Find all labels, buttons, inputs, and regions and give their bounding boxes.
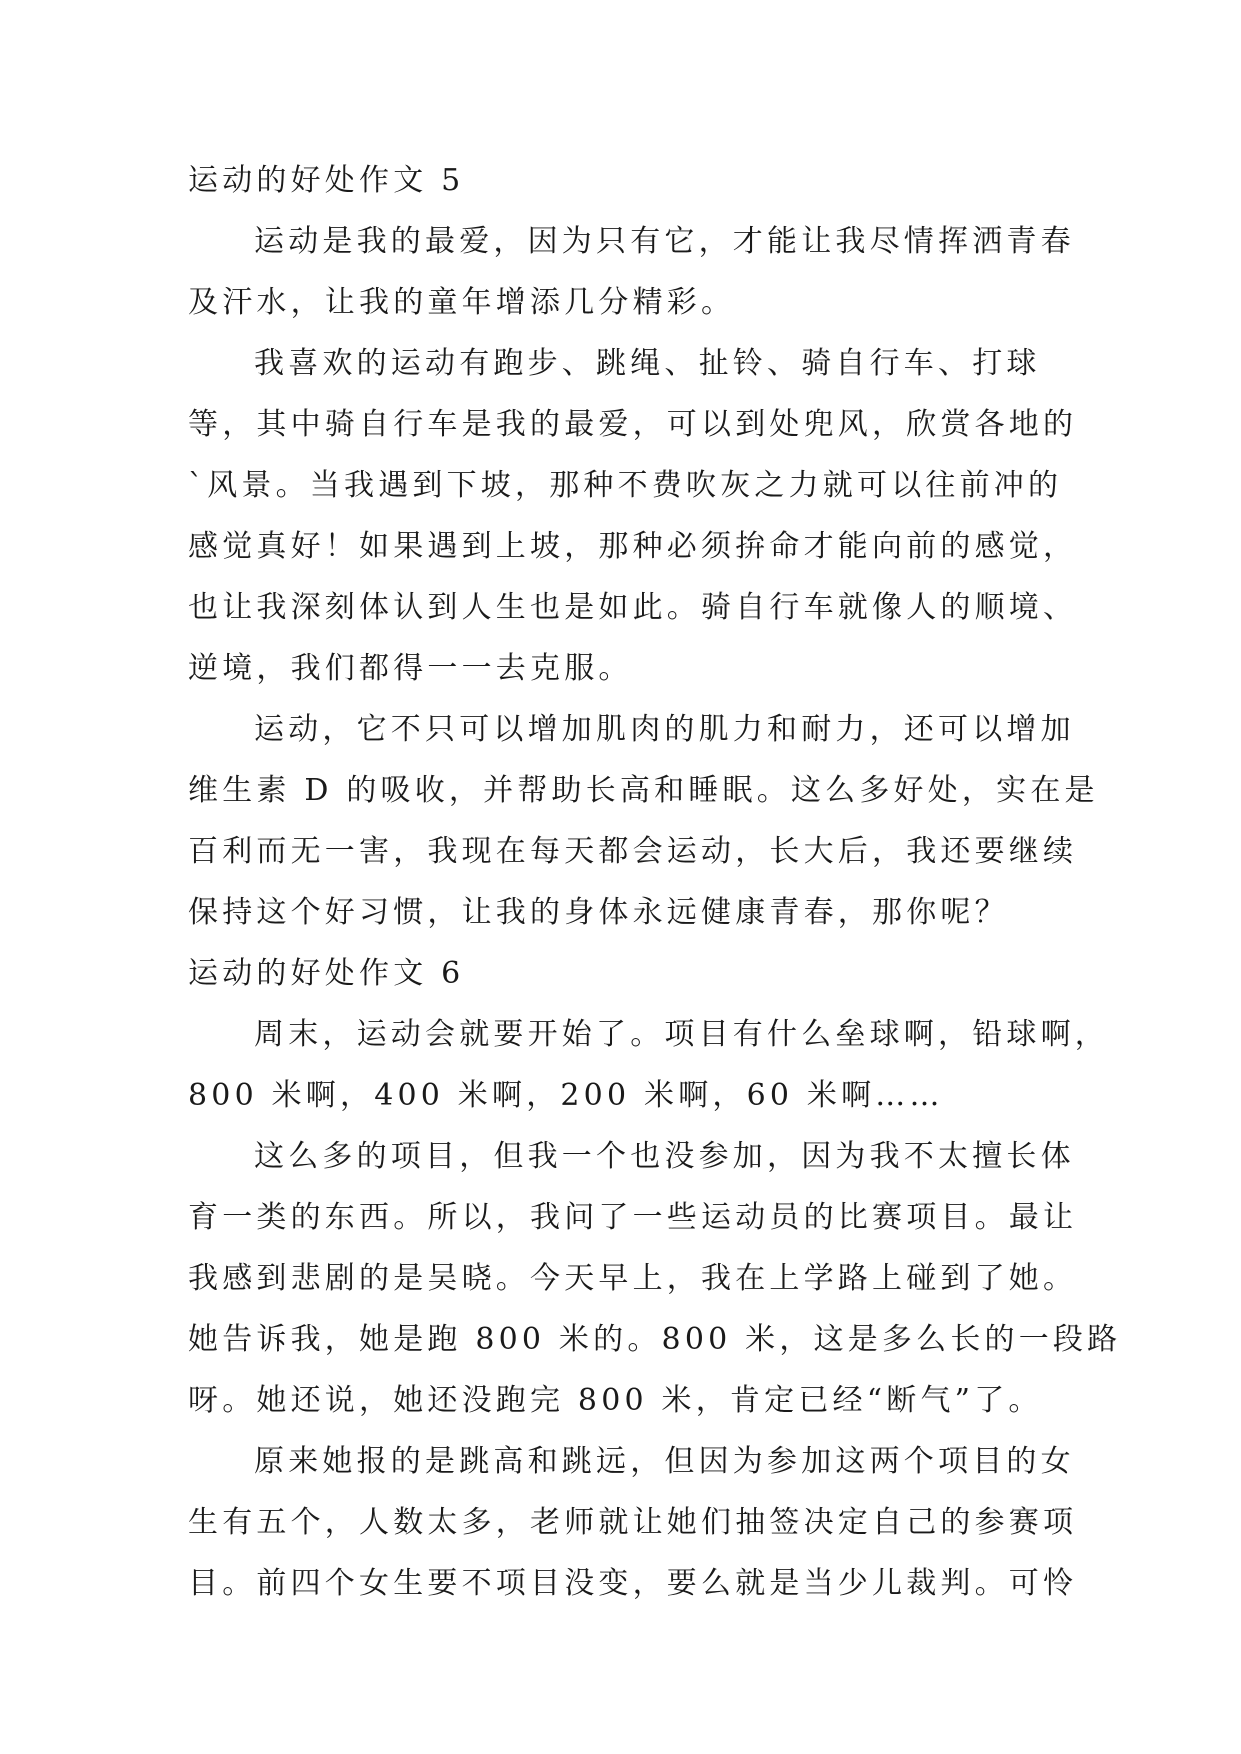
paragraph-line: 这么多的项目，但我一个也没参加，因为我不太擅长体	[254, 1139, 1075, 1174]
paragraph-line: 生有五个，人数太多，老师就让她们抽签决定自己的参赛项	[188, 1505, 1078, 1540]
paragraph-line: 我感到悲剧的是吴晓。今天早上，我在上学路上碰到了她。	[188, 1261, 1078, 1296]
document-page	[188, 150, 1122, 1614]
paragraph-line: 感觉真好！如果遇到上坡，那种必须拚命才能向前的感觉，	[188, 529, 1078, 564]
paragraph-line: 逆境，我们都得一一去克服。	[188, 651, 633, 686]
heading-essay-5: 运动的好处作文 5	[188, 163, 465, 198]
paragraph-line: `风景。当我遇到下坡，那种不费吹灰之力就可以往前冲的	[188, 468, 1063, 503]
paragraph-line: 也让我深刻体认到人生也是如此。骑自行车就像人的顺境、	[188, 590, 1078, 625]
paragraph-line: 保持这个好习惯，让我的身体永远健康青春，那你呢？	[188, 895, 1009, 930]
paragraph-line: 运动是我的最爱，因为只有它，才能让我尽情挥洒青春	[254, 224, 1075, 259]
paragraph-line: 她告诉我，她是跑 800 米的。800 米，这是多么长的一段路	[188, 1322, 1122, 1357]
paragraph-line: 原来她报的是跳高和跳远，但因为参加这两个项目的女	[254, 1444, 1075, 1479]
paragraph-line: 我喜欢的运动有跑步、跳绳、扯铃、骑自行车、打球	[254, 346, 1041, 381]
paragraph-line: 等，其中骑自行车是我的最爱，可以到处兜风，欣赏各地的	[188, 407, 1078, 442]
paragraph-line: 呀。她还说，她还没跑完 800 米，肯定已经“断气”了。	[188, 1383, 1043, 1418]
paragraph-line: 周末，运动会就要开始了。项目有什么垒球啊，铅球啊，	[254, 1017, 1109, 1052]
paragraph-line: 及汗水，让我的童年增添几分精彩。	[188, 285, 736, 320]
paragraph-line: 800 米啊，400 米啊，200 米啊，60 米啊……	[188, 1078, 944, 1113]
heading-essay-6: 运动的好处作文 6	[188, 956, 465, 991]
paragraph-line: 运动，它不只可以增加肌肉的肌力和耐力，还可以增加	[254, 712, 1075, 747]
paragraph-line: 育一类的东西。所以，我问了一些运动员的比赛项目。最让	[188, 1200, 1078, 1235]
paragraph-line: 目。前四个女生要不项目没变，要么就是当少儿裁判。可怜	[188, 1566, 1078, 1601]
paragraph-line: 百利而无一害，我现在每天都会运动，长大后，我还要继续	[188, 834, 1078, 869]
paragraph-line: 维生素 D 的吸收，并帮助长高和睡眠。这么多好处，实在是	[188, 773, 1099, 808]
